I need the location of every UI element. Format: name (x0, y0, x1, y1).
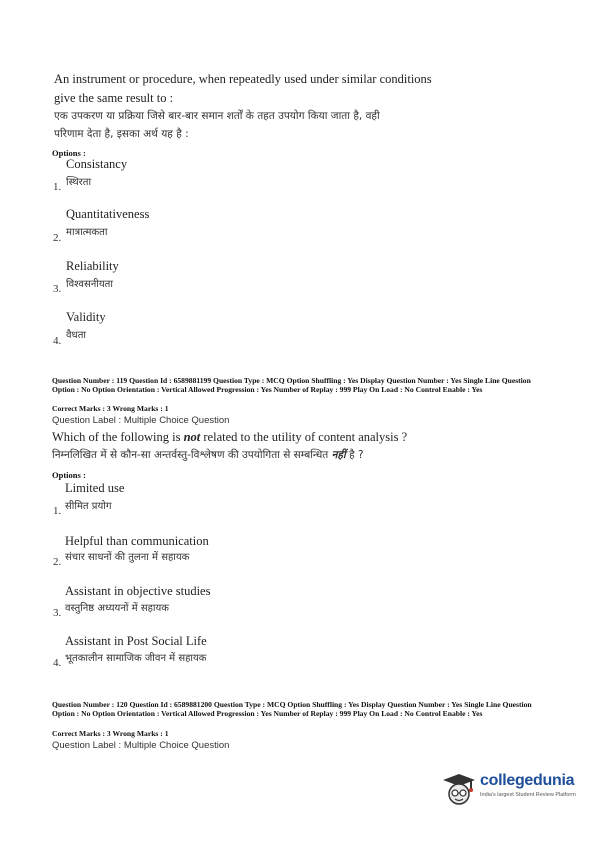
q120-marks: Correct Marks : 3 Wrong Marks : 1 (52, 729, 169, 738)
option-english: Validity (66, 310, 106, 324)
option-number: 2. (53, 232, 62, 244)
q118-text-line1: An instrument or procedure, when repeatedly used under similar conditions (54, 72, 432, 86)
logo-wordmark: collegedunia (480, 772, 575, 789)
q119-meta: Question Number : 119 Question Id : 6589881199 Question Type : MCQ Option Shuffling : Yes Display Question Number : Yes Single Line Question Option : No Option Orientation : Vertical Allowed Progression : Yes Number of Replay : 999 Play On Load : No Control Enable : Yes (52, 376, 531, 394)
q118-hindi-line1: एक उपकरण या प्रक्रिया जिसे बार-बार समान शर्तों के तहत उपयोग किया जाता है, वही (54, 110, 380, 122)
q118-hindi-line2: परिणाम देता है, इसका अर्थ यह है : (54, 128, 189, 140)
option-english: Reliability (66, 259, 119, 273)
option-number: 4. (53, 657, 62, 669)
option-hindi: मात्रात्मकता (66, 227, 108, 238)
option-number: 1. (53, 181, 62, 193)
q118-options-label: Options : (52, 148, 86, 158)
option-english: Assistant in objective studies (65, 584, 211, 598)
q119-options-label: Options : (52, 470, 86, 480)
option-number: 1. (53, 505, 62, 517)
option-english: Assistant in Post Social Life (65, 634, 207, 648)
q119-text-pre: Which of the following is (52, 430, 184, 444)
option-hindi: सीमित प्रयोग (65, 501, 112, 512)
q119-question-label: Question Label : Multiple Choice Question (52, 415, 230, 426)
q119-hindi-pre: निम्नलिखित में से कौन-सा अन्तर्वस्तु-विश्लेषण की उपयोगिता से सम्बन्धित (52, 449, 332, 461)
graduation-mascot-icon (440, 770, 478, 810)
option-hindi: संचार साधनों की तुलना में सहायक (65, 552, 190, 563)
collegedunia-logo (440, 770, 580, 810)
option-english: Limited use (65, 481, 125, 495)
q119-text (52, 430, 407, 445)
option-english: Consistancy (66, 157, 128, 171)
option-number: 3. (53, 283, 62, 295)
logo-tagline: India's largest Student Review Platform (480, 792, 576, 798)
q119-hindi-emphasis: नहीं (331, 449, 346, 461)
option-english: Quantitativeness (66, 207, 150, 221)
option-hindi: भूतकालीन सामाजिक जीवन में सहायक (65, 653, 207, 664)
q118-text-line2: give the same result to : (54, 91, 174, 105)
q119-hindi-post: है ? (345, 449, 364, 461)
option-hindi: वस्तुनिष्ठ अध्ययनों में सहायक (65, 603, 169, 614)
option-number: 2. (53, 556, 62, 568)
option-hindi: विश्वसनीयता (66, 279, 113, 290)
option-hindi: वैधता (66, 330, 86, 341)
q119-hindi (52, 448, 364, 462)
q120-meta: Question Number : 120 Question Id : 6589881200 Question Type : MCQ Option Shuffling : Yes Display Question Number : Yes Single Line Question Option : No Option Orientation : Vertical Allowed Progression : Yes Number of Replay : 999 Play On Load : No Control Enable : Yes (52, 700, 532, 718)
option-number: 4. (53, 335, 62, 347)
option-hindi: स्थिरता (66, 177, 92, 188)
q119-marks: Correct Marks : 3 Wrong Marks : 1 (52, 404, 169, 413)
q119-text-emphasis: not (183, 430, 201, 444)
option-english: Helpful than communication (65, 534, 209, 548)
q119-text-post: related to the utility of content analysis ? (200, 430, 408, 444)
q120-question-label: Question Label : Multiple Choice Question (52, 740, 230, 751)
option-number: 3. (53, 607, 62, 619)
